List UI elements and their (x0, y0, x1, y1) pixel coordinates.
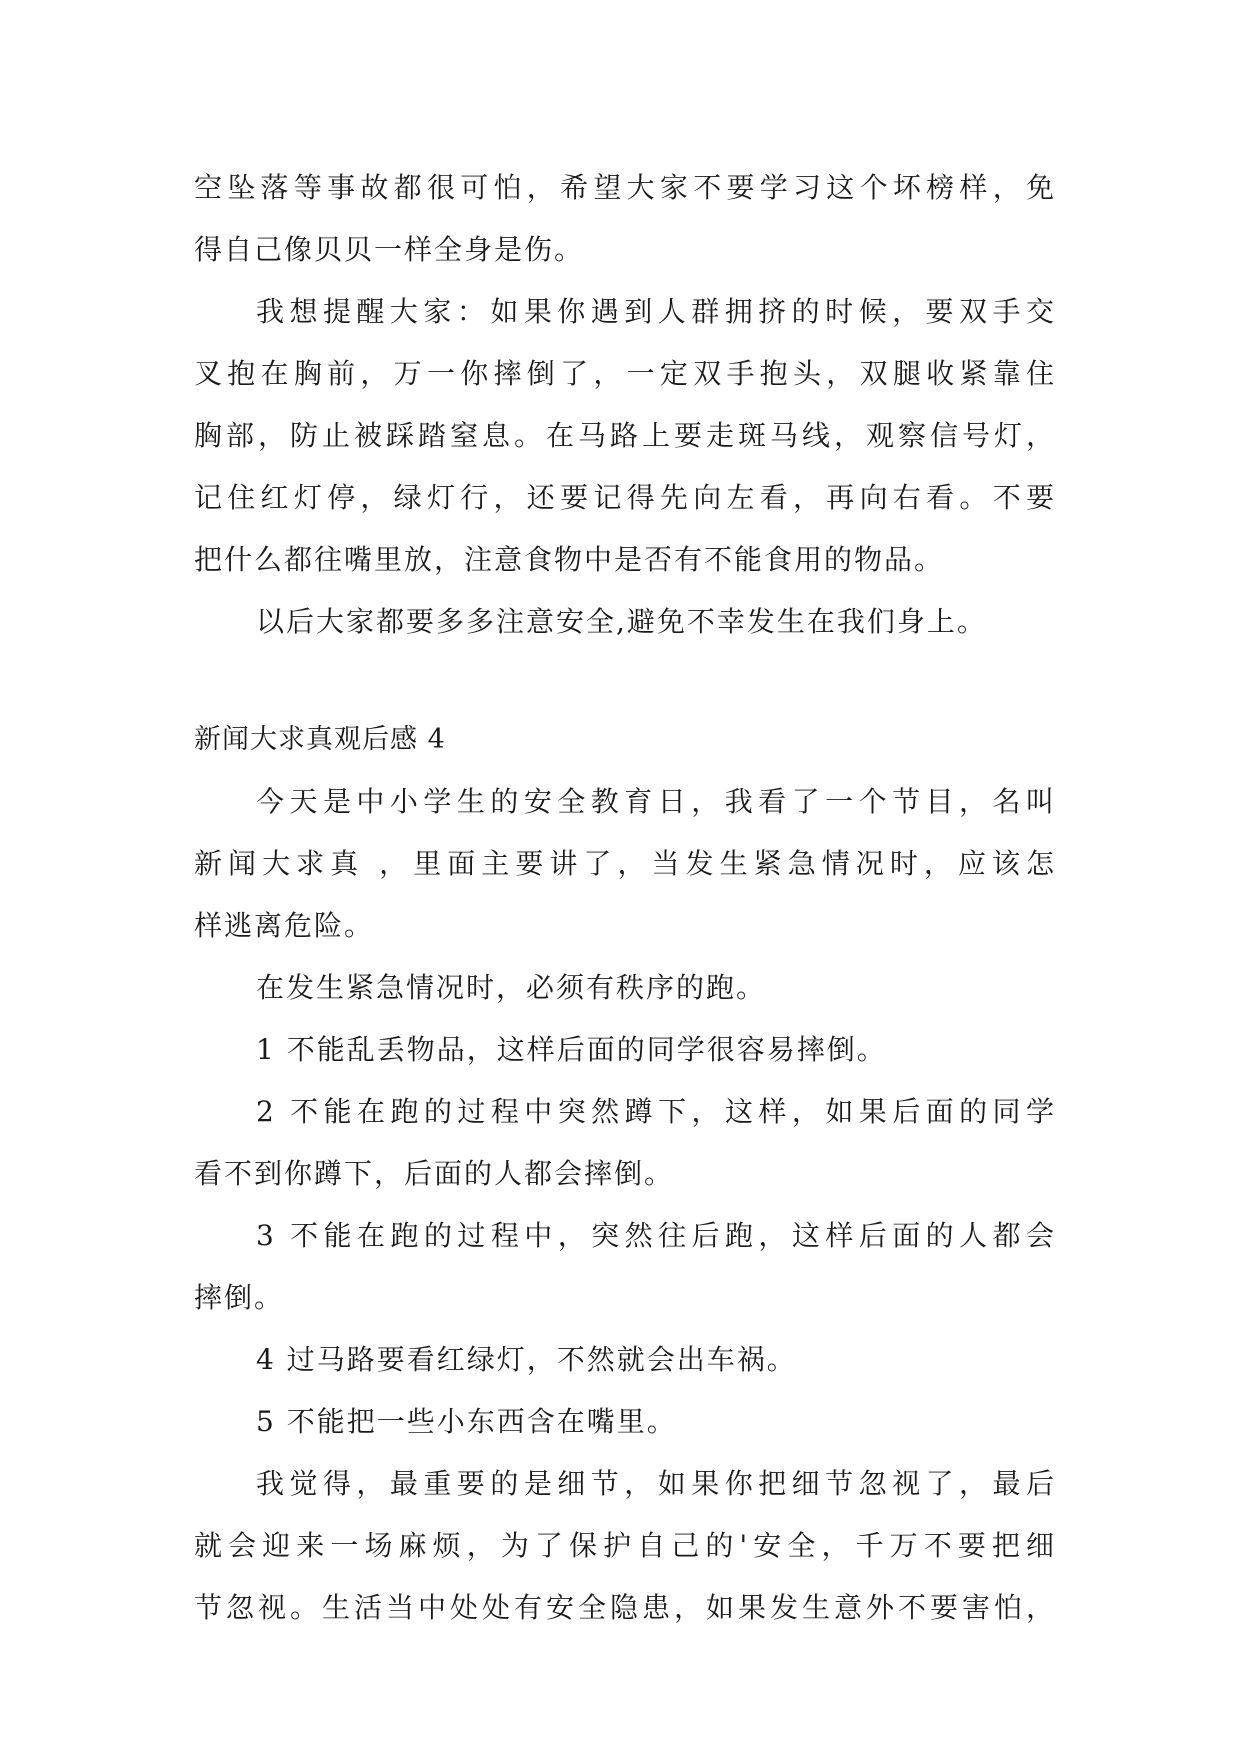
paragraph-line: 以后大家都要多多注意安全,避免不幸发生在我们身上。 (256, 605, 987, 638)
list-item-continuation: 看不到你蹲下，后面的人都会摔倒。 (194, 1157, 675, 1190)
list-item-continuation: 摔倒。 (194, 1281, 285, 1314)
paragraph-line: 在发生紧急情况时，必须有秩序的跑。 (256, 971, 767, 1004)
list-item: 1 不能乱丢物品，这样后面的同学很容易摔倒。 (256, 1033, 887, 1066)
paragraph-line: 叉抱在胸前，万一你摔倒了，一定双手抱头，双腿收紧靠住 (194, 357, 1056, 390)
paragraph-line: 空坠落等事故都很可怕，希望大家不要学习这个坏榜样，免 (194, 171, 1056, 204)
paragraph-line: 胸部，防止被踩踏窒息。在马路上要走斑马线，观察信号灯， (194, 419, 1056, 452)
paragraph-line: 样逃离危险。 (194, 909, 375, 942)
paragraph-line: 把什么都往嘴里放，注意食物中是否有不能食用的物品。 (194, 543, 945, 576)
paragraph-line: 今天是中小学生的安全教育日，我看了一个节目，名叫 (256, 785, 1056, 818)
paragraph-line: 得自己像贝贝一样全身是伤。 (194, 233, 585, 266)
paragraph-line: 新闻大求真 ，里面主要讲了，当发生紧急情况时，应该怎 (194, 847, 1056, 880)
paragraph-line: 记住红灯停，绿灯行，还要记得先向左看，再向右看。不要 (194, 481, 1056, 514)
document-body (194, 157, 1056, 1639)
paragraph-line: 就会迎来一场麻烦，为了保护自己的'安全，千万不要把细 (194, 1529, 1056, 1562)
list-item: 5 不能把一些小东西含在嘴里。 (256, 1405, 677, 1438)
paragraph-line: 节忽视。生活当中处处有安全隐患，如果发生意外不要害怕， (194, 1591, 1056, 1624)
paragraph-line: 我想提醒大家：如果你遇到人群拥挤的时候，要双手交 (256, 295, 1056, 328)
list-item: 2 不能在跑的过程中突然蹲下，这样，如果后面的同学 (256, 1095, 1056, 1128)
list-item: 4 过马路要看红绿灯，不然就会出车祸。 (256, 1343, 797, 1376)
paragraph-line: 我觉得，最重要的是细节，如果你把细节忽视了，最后 (256, 1467, 1056, 1500)
list-item: 3 不能在跑的过程中，突然往后跑，这样后面的人都会 (256, 1219, 1056, 1252)
section-heading: 新闻大求真观后感 4 (194, 724, 446, 755)
section-gap (194, 653, 1056, 709)
